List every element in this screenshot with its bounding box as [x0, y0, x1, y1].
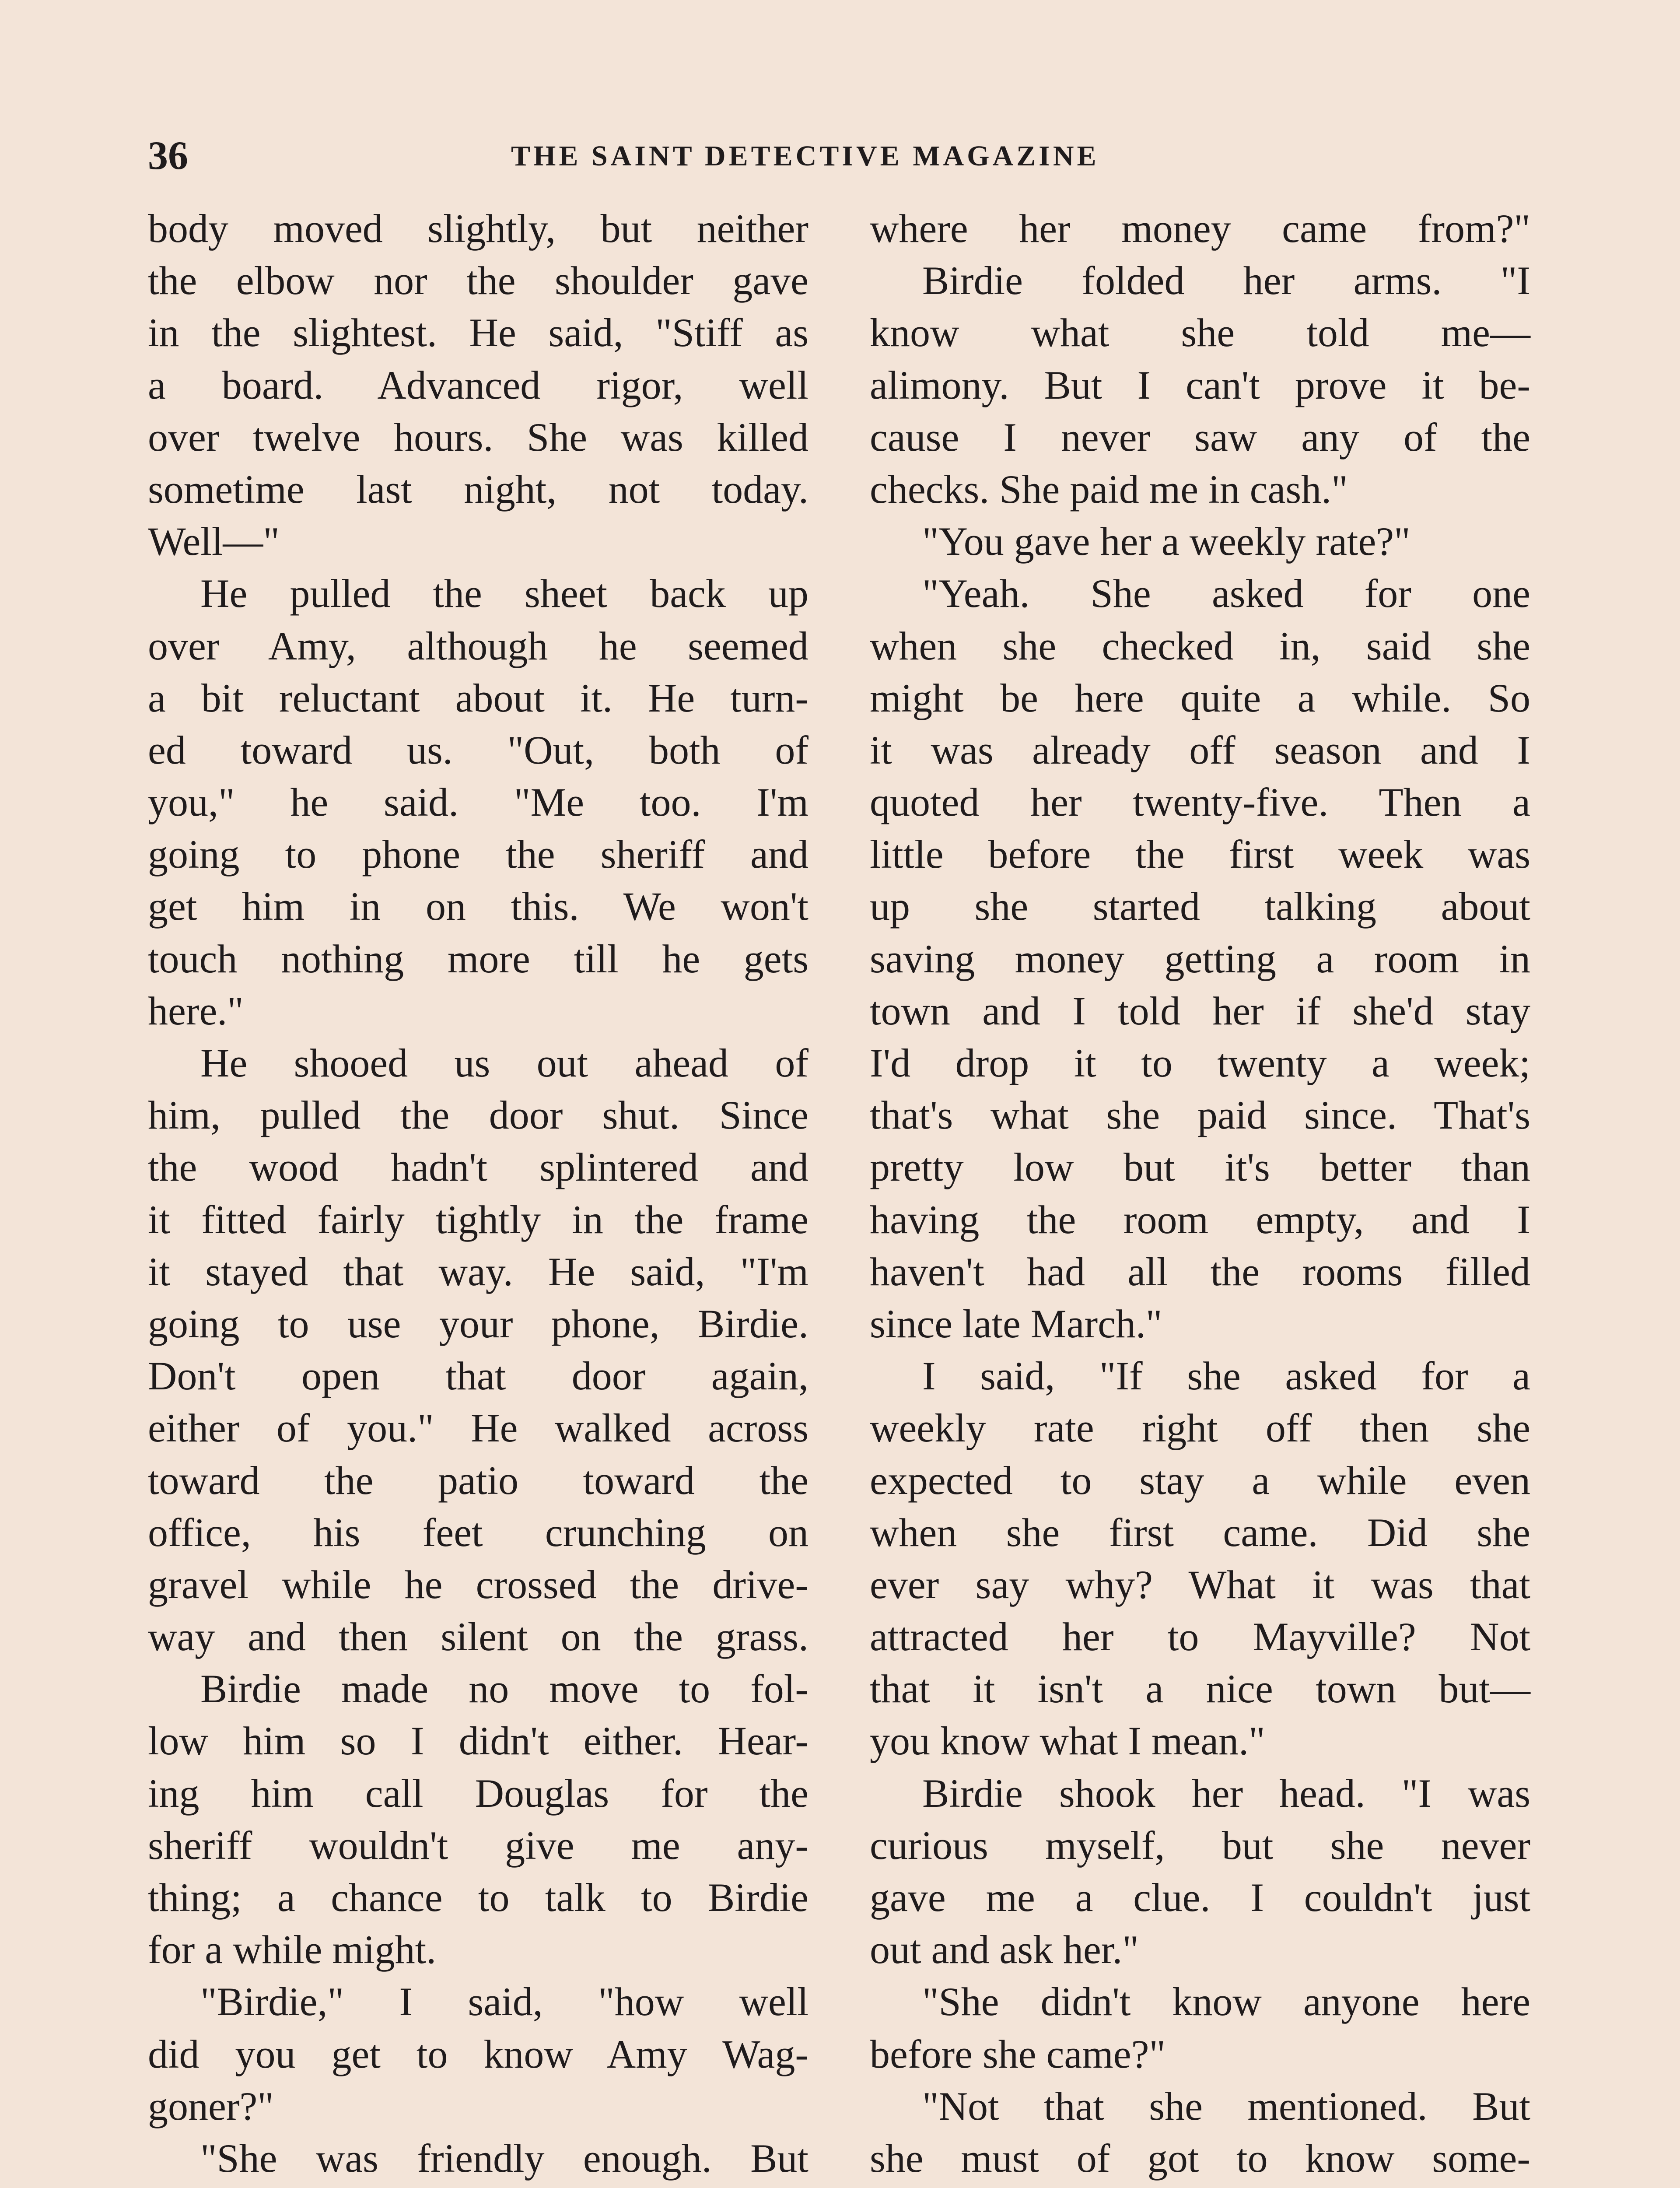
paragraph-first-line: I said, "If she asked for a [922, 1353, 1530, 1399]
text-line: for a while might. [148, 1927, 437, 1972]
text-line: ever say why? What it was that [870, 1562, 1530, 1607]
paragraph-first-line: Birdie made no move to fol- [200, 1666, 808, 1711]
text-line: Well—" [148, 519, 280, 564]
text-line: when she first came. Did she [870, 1510, 1530, 1555]
left-text-column [148, 203, 808, 2188]
paragraph-first-line: "You gave her a weekly rate?" [922, 519, 1410, 564]
text-line [870, 2184, 1530, 2188]
paragraph-first-line: Birdie folded her arms. "I [922, 258, 1530, 303]
text-line: the elbow nor the shoulder gave [148, 258, 808, 303]
text-line: town and I told her if she'd stay [870, 988, 1530, 1033]
text-line: pretty low but it's better than [870, 1145, 1530, 1190]
text-line: get him in on this. We won't [148, 884, 808, 929]
text-line: weekly rate right off then she [870, 1406, 1530, 1451]
text-line: going to phone the sheriff and [148, 832, 808, 877]
text-line: haven't had all the rooms filled [870, 1249, 1530, 1294]
text-line: over Amy, although he seemed [148, 623, 808, 668]
text-line: when she checked in, said she [870, 623, 1530, 668]
text-line: over twelve hours. She was killed [148, 414, 808, 459]
text-line: did you get to know Amy Wag- [148, 2031, 808, 2076]
text-line: before she came?" [870, 2031, 1166, 2076]
paragraph-first-line: Birdie shook her head. "I was [922, 1771, 1530, 1816]
text-line: you know what I mean." [870, 1718, 1265, 1764]
text-line: you," he said. "Me too. I'm [148, 780, 808, 825]
text-line: him, pulled the door shut. Since [148, 1093, 808, 1138]
text-line: might be here quite a while. So [870, 675, 1530, 720]
text-line: expected to stay a while even [870, 1458, 1530, 1503]
text-line: a bit reluctant about it. He turn- [148, 675, 808, 720]
text-line: cause I never saw any of the [870, 414, 1530, 459]
page-number: 36 [148, 133, 188, 178]
text-line: sheriff wouldn't give me any- [148, 1823, 808, 1868]
text-line: body moved slightly, but neither [148, 206, 808, 251]
text-line: I'd drop it to twenty a week; [870, 1041, 1530, 1085]
right-text-column [870, 203, 1530, 2188]
text-line: that it isn't a nice town but— [870, 1666, 1530, 1711]
text-line: sometime last night, not today. [148, 466, 808, 512]
page-header [148, 131, 1535, 179]
text-line: Don't open that door again, [148, 1353, 808, 1399]
text-line: it stayed that way. He said, "I'm [148, 1249, 808, 1294]
text-line: in the slightest. He said, "Stiff as [148, 310, 808, 355]
text-line: toward the patio toward the [148, 1458, 808, 1503]
text-line: office, his feet crunching on [148, 1510, 808, 1555]
text-line: gravel while he crossed the drive- [148, 1562, 808, 1607]
text-line: touch nothing more till he gets [148, 936, 808, 981]
text-line: way and then silent on the grass. [148, 1614, 808, 1659]
paragraph-first-line: "Not that she mentioned. But [922, 2083, 1530, 2128]
text-line: saving money getting a room in [870, 936, 1530, 981]
text-line: it was already off season and I [870, 727, 1530, 772]
text-line: since late March." [870, 1301, 1162, 1346]
paragraph-first-line: "Yeah. She asked for one [922, 571, 1530, 616]
text-line: ed toward us. "Out, both of [148, 727, 808, 772]
text-line: either of you." He walked across [148, 1406, 808, 1451]
text-line: quoted her twenty-five. Then a [870, 780, 1530, 825]
text-line: ing him call Douglas for the [148, 1771, 808, 1816]
text-line [148, 2184, 808, 2188]
text-line: it fitted fairly tightly in the frame [148, 1197, 808, 1242]
running-title: THE SAINT DETECTIVE MAGAZINE [511, 140, 1099, 172]
text-line: checks. She paid me in cash." [870, 466, 1348, 512]
text-line: know what she told me— [870, 310, 1530, 355]
paragraph-first-line: "She didn't know anyone here [922, 1979, 1530, 2024]
text-line: out and ask her." [870, 1927, 1139, 1972]
paragraph-first-line: He pulled the sheet back up [200, 571, 808, 616]
text-line: that's what she paid since. That's [870, 1093, 1530, 1138]
text-line: here." [148, 988, 244, 1033]
text-line: alimony. But I can't prove it be- [870, 362, 1530, 407]
text-line: thing; a chance to talk to Birdie [148, 1875, 808, 1920]
text-line: curious myself, but she never [870, 1823, 1530, 1868]
text-line: attracted her to Mayville? Not [870, 1614, 1530, 1659]
paragraph-first-line: He shooed us out ahead of [200, 1041, 808, 1085]
text-line: the wood hadn't splintered and [148, 1145, 808, 1190]
text-line: a board. Advanced rigor, well [148, 362, 808, 407]
text-line: little before the first week was [870, 832, 1530, 877]
text-line: having the room empty, and I [870, 1197, 1530, 1242]
text-line: where her money came from?" [870, 206, 1530, 251]
text-line: going to use your phone, Birdie. [148, 1301, 808, 1346]
text-line: up she started talking about [870, 884, 1530, 929]
paragraph-first-line: "Birdie," I said, "how well [200, 1979, 808, 2024]
paragraph-first-line: "She was friendly enough. But [200, 2135, 808, 2181]
text-line: goner?" [148, 2083, 274, 2128]
text-line: low him so I didn't either. Hear- [148, 1718, 808, 1764]
text-line: she must of got to know some- [870, 2135, 1530, 2181]
text-line: gave me a clue. I couldn't just [870, 1875, 1530, 1920]
